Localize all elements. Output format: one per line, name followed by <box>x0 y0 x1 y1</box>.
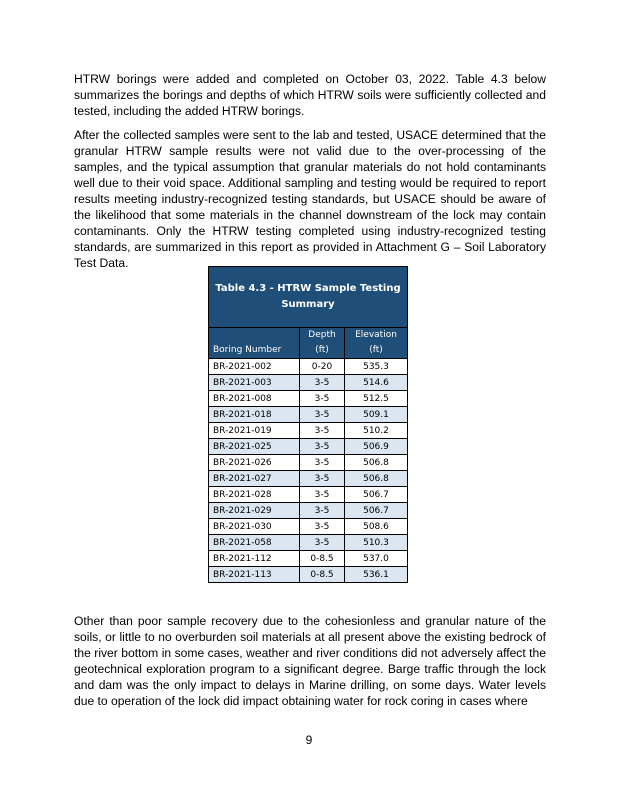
cell-elevation: 506.9 <box>345 439 408 455</box>
cell-depth: 3-5 <box>300 391 345 407</box>
table-row <box>209 439 408 455</box>
table-row <box>209 423 408 439</box>
table-row <box>209 455 408 471</box>
cell-depth: 3-5 <box>300 503 345 519</box>
cell-boring-number: BR-2021-030 <box>209 519 300 535</box>
page-number: 9 <box>305 733 313 747</box>
cell-boring-number: BR-2021-112 <box>209 551 300 567</box>
htrw-sample-table <box>208 266 408 583</box>
cell-elevation: 535.3 <box>345 359 408 375</box>
cell-elevation: 512.5 <box>345 391 408 407</box>
cell-boring-number: BR-2021-008 <box>209 391 300 407</box>
col-header-depth: Depth (ft) <box>300 328 345 359</box>
table-row <box>209 551 408 567</box>
cell-boring-number: BR-2021-003 <box>209 375 300 391</box>
cell-depth: 3-5 <box>300 423 345 439</box>
cell-depth: 3-5 <box>300 519 345 535</box>
table-row <box>209 503 408 519</box>
paragraph-lab-results: After the collected samples were sent to the lab and tested, USACE determined that the granular HTRW sample results were not valid due to the over-processing of the samples, and the typical assumption that granular materials do not hold contaminants well due to their void space. Additional sampling and testing would be required to report results meeting industry-recognized testing standards, but USACE should be aware of the likelihood that some materials in the channel downstream of the lock may contain contaminants. Only the HTRW testing completed using industry-recognized testing standards, are summarized in this report as provided in Attachment G – Soil Laboratory Test Data. <box>74 128 546 270</box>
cell-depth: 0-8.5 <box>300 567 345 583</box>
paragraph-htrw-borings: HTRW borings were added and completed on October 03, 2022. Table 4.3 below summarizes the borings and depths of which HTRW soils were sufficiently collected and tested, including the added HTRW borings. <box>74 72 546 118</box>
cell-elevation: 506.7 <box>345 487 408 503</box>
cell-depth: 3-5 <box>300 471 345 487</box>
cell-depth: 0-20 <box>300 359 345 375</box>
col-header-boring-number: Boring Number <box>209 328 300 359</box>
cell-boring-number: BR-2021-027 <box>209 471 300 487</box>
cell-elevation: 508.6 <box>345 519 408 535</box>
cell-elevation: 506.8 <box>345 455 408 471</box>
cell-elevation: 537.0 <box>345 551 408 567</box>
cell-depth: 3-5 <box>300 439 345 455</box>
table-row <box>209 359 408 375</box>
cell-depth: 3-5 <box>300 375 345 391</box>
cell-elevation: 506.7 <box>345 503 408 519</box>
cell-elevation: 536.1 <box>345 567 408 583</box>
table-row <box>209 519 408 535</box>
cell-depth: 3-5 <box>300 455 345 471</box>
table-row <box>209 535 408 551</box>
cell-elevation: 506.8 <box>345 471 408 487</box>
cell-elevation: 514.6 <box>345 375 408 391</box>
cell-boring-number: BR-2021-029 <box>209 503 300 519</box>
table-row <box>209 407 408 423</box>
col-header-elevation: Elevation (ft) <box>345 328 408 359</box>
cell-boring-number: BR-2021-025 <box>209 439 300 455</box>
cell-boring-number: BR-2021-002 <box>209 359 300 375</box>
cell-boring-number: BR-2021-026 <box>209 455 300 471</box>
cell-elevation: 510.3 <box>345 535 408 551</box>
table-row <box>209 471 408 487</box>
table-row <box>209 375 408 391</box>
cell-boring-number: BR-2021-018 <box>209 407 300 423</box>
table-row <box>209 487 408 503</box>
cell-depth: 0-8.5 <box>300 551 345 567</box>
table-title: Table 4.3 - HTRW Sample Testing Summary <box>209 267 408 328</box>
cell-boring-number: BR-2021-028 <box>209 487 300 503</box>
cell-boring-number: BR-2021-058 <box>209 535 300 551</box>
cell-depth: 3-5 <box>300 487 345 503</box>
cell-elevation: 509.1 <box>345 407 408 423</box>
table-row <box>209 391 408 407</box>
cell-elevation: 510.2 <box>345 423 408 439</box>
table-row <box>209 567 408 583</box>
cell-boring-number: BR-2021-019 <box>209 423 300 439</box>
cell-boring-number: BR-2021-113 <box>209 567 300 583</box>
paragraph-conditions: Other than poor sample recovery due to the cohesionless and granular nature of the soils, or little to no overburden soil materials at all present above the existing bedrock of the river bottom in some cases, weather and river conditions did not adversely affect the geotechnical exploration program to a significant degree. Barge traffic through the lock and dam was the only impact to delays in Marine drilling, on some days. Water levels due to operation of the lock did impact obtaining water for rock coring in cases where <box>74 614 546 708</box>
cell-depth: 3-5 <box>300 535 345 551</box>
cell-depth: 3-5 <box>300 407 345 423</box>
